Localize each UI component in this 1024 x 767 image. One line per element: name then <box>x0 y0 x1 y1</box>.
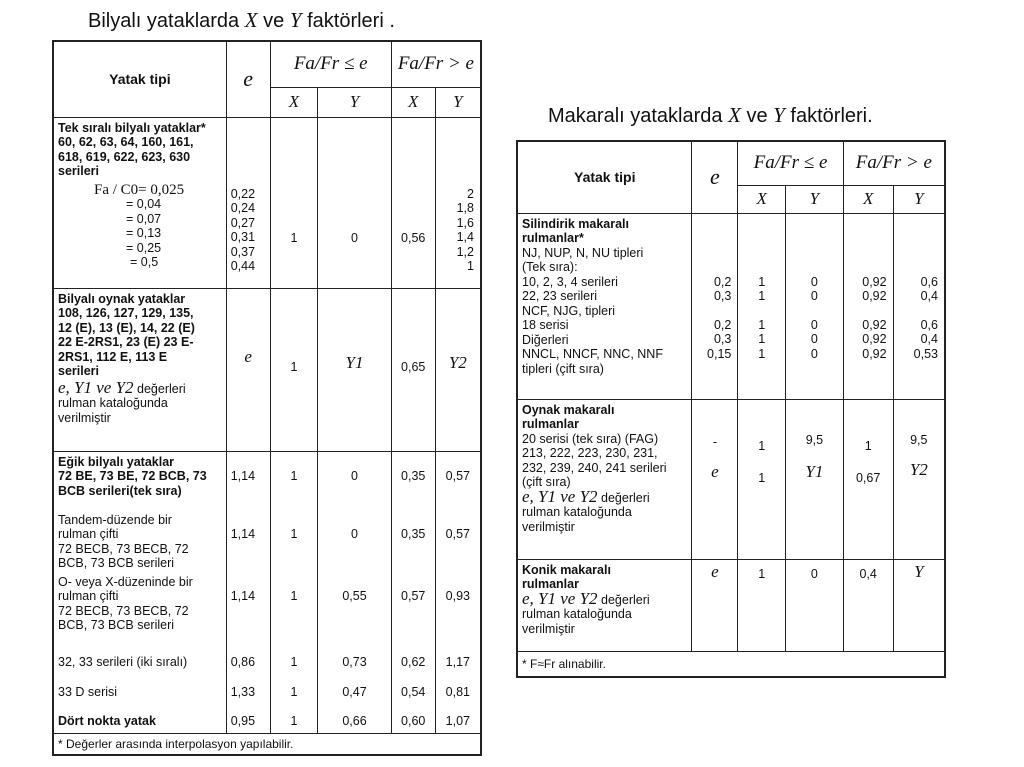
cell-x2 <box>391 117 435 288</box>
text-line: verilmiştir <box>522 621 575 636</box>
value: 1,14 <box>230 468 256 483</box>
ball-bearing-table <box>52 40 482 756</box>
header-y: Y <box>786 185 844 213</box>
title-symbol-x: X <box>728 103 741 127</box>
header-y: Y <box>318 87 392 117</box>
text-line: NNCL, NNCF, NNC, NNF <box>522 347 663 361</box>
value: 1,4 <box>456 230 474 244</box>
text-line: 33 D serisi <box>58 684 118 699</box>
text-line: serileri <box>58 364 100 378</box>
value: 1 <box>758 317 766 332</box>
text-line: NJ, NUP, N, NU tipleri <box>522 245 644 260</box>
text-line: BCB serileri(tek sıra) <box>58 483 182 498</box>
cell-x1 <box>270 288 318 451</box>
title-text: faktörleri . <box>307 10 395 32</box>
row-spherical-roller <box>517 399 692 559</box>
text-line: Tek sıralı bilyalı yataklar* <box>58 120 206 135</box>
cell-e <box>226 117 270 288</box>
text-line: 213, 222, 223, 230, 231, <box>522 446 658 460</box>
value: 9,5 <box>910 432 928 447</box>
bearing-type-label <box>58 455 222 513</box>
title-symbol-x: X <box>244 8 258 32</box>
value: 1 <box>290 713 298 728</box>
text-line: BCB, 73 BCB serileri <box>58 556 175 570</box>
bearing-type-label <box>58 292 222 379</box>
header-y: Y <box>893 185 945 213</box>
catalog-note <box>522 486 687 535</box>
value: 0,86 <box>230 654 256 669</box>
value: 1,17 <box>445 654 470 669</box>
cell-y1 <box>318 451 392 733</box>
cell-e <box>692 559 738 651</box>
text-line: rulman çifti <box>58 527 119 541</box>
cell-x1 <box>738 399 786 559</box>
value: 0,54 <box>401 684 426 699</box>
cell-y1 <box>318 288 392 451</box>
value: 1 <box>758 289 766 303</box>
value: - <box>712 434 717 449</box>
value: 0,57 <box>401 588 426 603</box>
value: 1 <box>290 359 298 374</box>
value: 0,4 <box>920 332 938 346</box>
text-line: NCF, NJG, tipleri <box>522 303 616 318</box>
value: 1 <box>864 438 872 453</box>
cell-y2 <box>893 213 945 399</box>
title-text: faktörleri. <box>790 105 873 127</box>
cell-x2 <box>391 451 435 733</box>
text-line: Tandem-düzende bir <box>58 512 172 527</box>
text-line: 22 E-2RS1, 23 (E) 23 E- <box>58 335 194 349</box>
value: 0,92 <box>862 289 887 303</box>
ratio-label: Fa / C0= 0,025 <box>94 181 185 198</box>
value: 0,2 <box>713 317 732 332</box>
cell-x2 <box>843 213 893 399</box>
value: 1,6 <box>456 215 474 230</box>
value: 0,73 <box>342 654 367 669</box>
ratio-value: = 0,13 <box>126 226 162 240</box>
text-line: 10, 2, 3, 4 serileri <box>522 274 618 289</box>
value: 0,3 <box>713 289 732 303</box>
value: 1 <box>758 438 766 453</box>
text-line: (Tek sıra): <box>522 260 578 274</box>
cell-x1 <box>270 451 318 733</box>
header-cond-le: Fa/Fr ≤ e <box>738 141 843 185</box>
header-x: X <box>738 185 786 213</box>
cell-x1 <box>270 117 318 288</box>
text-line: 20 serisi (tek sıra) (FAG) <box>522 431 659 446</box>
text-line: 72 BECB, 73 BECB, 72 <box>58 603 189 618</box>
cell-y2 <box>435 117 481 288</box>
footnote-roller: * F≈Fr alınabilir. <box>517 651 945 677</box>
value: 0 <box>351 230 358 245</box>
value: e <box>711 462 719 481</box>
o-x-group <box>58 575 222 655</box>
value: 1 <box>290 526 298 541</box>
row-tapered-roller <box>517 559 692 651</box>
cell-y2 <box>435 288 481 451</box>
header-yatak-tipi: Yatak tipi <box>53 41 226 117</box>
value: 0,6 <box>920 317 938 332</box>
value: 0 <box>810 346 818 361</box>
bearing-type-label <box>522 403 687 432</box>
cell-y1 <box>786 399 844 559</box>
value: e <box>711 561 719 581</box>
value: 0,56 <box>401 230 426 245</box>
value: e <box>244 346 252 366</box>
cell-x2 <box>843 559 893 651</box>
value: 0 <box>351 526 358 541</box>
tandem-group <box>58 513 222 575</box>
value: 0,4 <box>859 566 877 581</box>
cell-y2 <box>435 451 481 733</box>
note-symbols: e, Y1 ve Y2 <box>522 486 598 506</box>
value: 0,2 <box>713 274 732 289</box>
text-line: (çift sıra) <box>522 475 571 489</box>
header-cond-gt: Fa/Fr > e <box>843 141 945 185</box>
text-line: rulman çifti <box>58 589 119 603</box>
cell-e <box>692 213 738 399</box>
value: 0 <box>810 289 818 303</box>
text-line: serileri <box>58 164 100 178</box>
header-e: e <box>692 141 738 213</box>
text-line: rulmanlar <box>522 577 579 591</box>
ratio-value: = 0,04 <box>126 197 162 211</box>
text-line: 108, 126, 127, 129, 135, <box>58 306 194 320</box>
value: 0,93 <box>445 588 470 603</box>
text-line: 60, 62, 63, 64, 160, 161, <box>58 135 194 149</box>
value: Y1 <box>345 352 364 372</box>
text-line: 72 BECB, 73 BECB, 72 <box>58 541 189 556</box>
value: 0,22 <box>230 186 256 201</box>
value: 1 <box>758 566 766 581</box>
cell-x1 <box>738 559 786 651</box>
note-text: değerleri <box>601 592 650 607</box>
text-line: Diğerleri <box>522 332 569 347</box>
value: 0,55 <box>342 588 367 603</box>
value: 0,31 <box>230 230 256 244</box>
cell-y1 <box>786 213 844 399</box>
header-x: X <box>270 87 318 117</box>
value: Y <box>914 561 924 581</box>
value: 1 <box>290 588 298 603</box>
ratio-value: = 0,25 <box>126 240 162 255</box>
value: 0,92 <box>862 317 887 332</box>
value: 1 <box>467 259 474 273</box>
bearing-type-label <box>522 563 687 592</box>
note-text: değerleri <box>601 490 650 505</box>
value: 0,4 <box>920 289 938 303</box>
value: 0,24 <box>230 201 256 215</box>
text-line: Eğik bilyalı yataklar <box>58 454 175 469</box>
title-text: Bilyalı yataklarda <box>88 10 240 32</box>
text-line: rulman kataloğunda <box>522 607 632 621</box>
cell-e <box>692 399 738 559</box>
row-self-aligning-ball <box>53 288 226 451</box>
value: 0,57 <box>445 468 470 483</box>
value: 0 <box>810 332 818 346</box>
value: 0,66 <box>342 713 367 728</box>
header-cond-le: Fa/Fr ≤ e <box>270 41 391 87</box>
bearing-type-label <box>522 217 687 246</box>
text-line: Bilyalı oynak yataklar <box>58 291 186 306</box>
value: Y2 <box>448 352 467 372</box>
cell-e <box>226 451 270 733</box>
text-line: Oynak makaralı <box>522 402 615 417</box>
title-text: ve <box>746 105 768 127</box>
value: 0,60 <box>401 713 426 728</box>
text-line: tipleri (çift sıra) <box>522 361 604 376</box>
value: 0,47 <box>342 684 367 699</box>
value: 0,57 <box>445 526 470 541</box>
title-roller-bearings <box>548 103 873 128</box>
value: 1 <box>758 274 766 289</box>
title-symbol-y: Y <box>773 103 785 127</box>
title-text: ve <box>263 10 285 32</box>
ratio-list <box>58 183 222 270</box>
value: 0,92 <box>862 274 887 289</box>
value: 1 <box>758 332 766 346</box>
bearing-type-label <box>58 121 222 179</box>
row-single-row-ball <box>53 117 226 288</box>
value: 0,15 <box>707 346 732 361</box>
text-line: 12 (E), 13 (E), 14, 22 (E) <box>58 320 195 335</box>
text-line: rulman kataloğunda <box>522 505 632 519</box>
value: 1 <box>758 346 766 361</box>
value: 0 <box>810 317 818 332</box>
catalog-note <box>58 377 222 426</box>
note-text: değerleri <box>137 381 186 396</box>
text-line: O- veya X-düzeninde bir <box>58 574 193 589</box>
value: 0,62 <box>401 654 426 669</box>
text-line: 22, 23 serileri <box>522 289 598 303</box>
text-line: 618, 619, 622, 623, 630 <box>58 149 191 164</box>
text-line: 32, 33 serileri (iki sıralı) <box>58 654 188 669</box>
value: 9,5 <box>805 432 824 447</box>
value: 1 <box>290 468 298 483</box>
cell-x2 <box>843 399 893 559</box>
title-text: Makaralı yataklarda <box>548 105 723 127</box>
cell-y1 <box>786 559 844 651</box>
value: 0,95 <box>230 713 256 728</box>
value: 0,3 <box>713 332 732 346</box>
value: 0,27 <box>230 215 256 230</box>
cell-x2 <box>391 288 435 451</box>
cell-y2 <box>893 399 945 559</box>
footnote-ball: * Değerler arasında interpolasyon yapılabilir. <box>53 733 481 755</box>
value: Y1 <box>805 462 824 481</box>
text-line: Konik makaralı <box>522 562 611 577</box>
value: 1,8 <box>456 201 474 215</box>
text-line: rulmanlar <box>522 417 579 431</box>
value: 1,14 <box>230 526 256 541</box>
value: 0 <box>351 468 358 483</box>
value: 0,37 <box>230 244 256 259</box>
header-cond-gt: Fa/Fr > e <box>391 41 481 87</box>
title-symbol-y: Y <box>289 8 302 32</box>
value: 1 <box>290 684 298 699</box>
catalog-note <box>522 588 687 637</box>
value: 0,44 <box>230 259 256 273</box>
ratio-value: = 0,5 <box>130 255 159 269</box>
cell-x1 <box>738 213 786 399</box>
value: 0,92 <box>862 346 887 361</box>
text-line: 72 BE, 73 BE, 72 BCB, 73 <box>58 469 207 483</box>
value: 2 <box>467 186 474 201</box>
header-x: X <box>843 185 893 213</box>
header-yatak-tipi: Yatak tipi <box>517 141 692 213</box>
value: 0,81 <box>445 684 470 699</box>
value: 0,35 <box>401 526 426 541</box>
title-ball-bearings <box>88 8 395 33</box>
value: 0,67 <box>855 471 881 485</box>
text-line: verilmiştir <box>522 519 575 534</box>
text-line: rulmanlar* <box>522 231 584 245</box>
value: 0 <box>810 274 818 289</box>
text-line: 18 serisi <box>522 318 569 332</box>
value: 1,33 <box>230 684 256 699</box>
value: 0,53 <box>913 346 938 361</box>
text-line: rulman kataloğunda <box>58 396 168 410</box>
value: 0,92 <box>862 332 887 346</box>
text-line: 232, 239, 240, 241 serileri <box>522 460 667 475</box>
value: 1 <box>758 471 766 485</box>
value: 1,07 <box>445 713 470 728</box>
value: 1,2 <box>456 244 474 259</box>
cell-y1 <box>318 117 392 288</box>
text-line: BCB, 73 BCB serileri <box>58 618 175 632</box>
text-line: Dört nokta yatak <box>58 713 156 728</box>
text-line: verilmiştir <box>58 410 111 425</box>
text-line: Silindirik makaralı <box>522 216 629 231</box>
value: 0,65 <box>401 359 426 374</box>
note-symbols: e, Y1 ve Y2 <box>522 588 598 608</box>
row-angular-contact-ball <box>53 451 226 733</box>
header-y: Y <box>435 87 481 117</box>
value: 1 <box>290 654 298 669</box>
value: 1 <box>290 230 298 245</box>
roller-bearing-table <box>516 140 946 678</box>
text-line: 2RS1, 112 E, 113 E <box>58 349 168 364</box>
row-cylindrical-roller <box>517 213 692 399</box>
value: 0 <box>810 566 818 581</box>
value: 0,35 <box>401 468 426 483</box>
cell-y2 <box>893 559 945 651</box>
header-e: e <box>226 41 270 117</box>
value: 1,14 <box>230 588 256 603</box>
note-symbols: e, Y1 ve Y2 <box>58 377 134 397</box>
value: Y2 <box>909 460 928 479</box>
header-x: X <box>391 87 435 117</box>
cell-e <box>226 288 270 451</box>
ratio-value: = 0,07 <box>126 211 162 226</box>
value: 0,6 <box>920 274 938 289</box>
